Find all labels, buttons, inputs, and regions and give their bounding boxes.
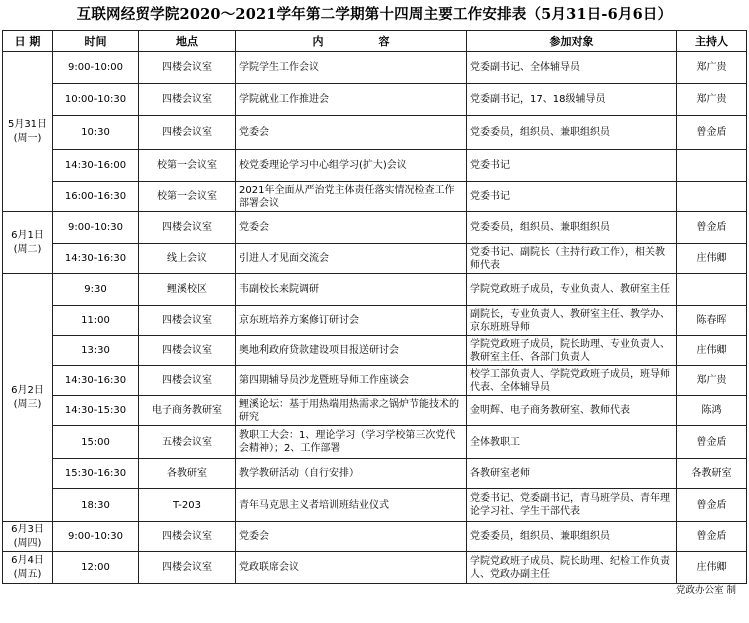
content-cell: 党政联席会议 [236, 552, 467, 584]
host-cell [677, 150, 747, 182]
host-cell: 曾金盾 [677, 489, 747, 522]
table-row [3, 244, 747, 274]
table-row [3, 212, 747, 244]
host-cell: 陈春晖 [677, 306, 747, 336]
weekday-label: (周五) [13, 568, 42, 580]
schedule-body [3, 52, 747, 584]
time-cell: 14:30-15:30 [53, 396, 139, 426]
place-cell: 四楼会议室 [139, 552, 236, 584]
page-title: 互联网经贸学院2020～2021学年第二学期第十四周主要工作安排表（5月31日-6月6日） [76, 6, 673, 23]
host-cell: 各教研室 [677, 459, 747, 489]
table-row [3, 150, 747, 182]
date-label: 6月1日 [11, 229, 44, 241]
content-cell: 校党委理论学习中心组学习(扩大)会议 [236, 150, 467, 182]
time-cell: 14:30-16:30 [53, 366, 139, 396]
table-row [3, 182, 747, 212]
date-cell [3, 522, 53, 552]
place-cell: 各教研室 [139, 459, 236, 489]
header-participants: 参加对象 [467, 31, 677, 52]
place-cell: T-203 [139, 489, 236, 522]
time-cell: 16:00-16:30 [53, 182, 139, 212]
time-cell: 9:00-10:30 [53, 212, 139, 244]
date-label: 6月2日 [11, 384, 44, 396]
host-cell: 庄伟卿 [677, 244, 747, 274]
place-cell: 四楼会议室 [139, 306, 236, 336]
time-cell: 15:30-16:30 [53, 459, 139, 489]
content-cell: 2021年全面从严治党主体责任落实情况检查工作部署会议 [236, 182, 467, 212]
participants-cell: 金明辉、电子商务教研室、教师代表 [467, 396, 677, 426]
date-cell [3, 274, 53, 522]
weekday-label: (周三) [13, 398, 42, 410]
host-cell: 郑广贵 [677, 84, 747, 116]
table-row [3, 84, 747, 116]
time-cell: 11:00 [53, 306, 139, 336]
table-row [3, 52, 747, 84]
table-header-row [3, 31, 747, 52]
date-cell [3, 52, 53, 212]
table-row [3, 336, 747, 366]
host-cell: 郑广贵 [677, 52, 747, 84]
content-cell: 党委会 [236, 116, 467, 150]
content-cell: 奥地利政府贷款建设项目报送研讨会 [236, 336, 467, 366]
participants-cell: 党委副书记、全体辅导员 [467, 52, 677, 84]
host-cell [677, 182, 747, 212]
host-cell: 曾金盾 [677, 212, 747, 244]
place-cell: 四楼会议室 [139, 366, 236, 396]
place-cell: 线上会议 [139, 244, 236, 274]
weekday-label: (周二) [13, 243, 42, 255]
time-cell: 14:30-16:30 [53, 244, 139, 274]
content-cell: 教职工大会：1、理论学习（学习学校第三次党代会精神）；2、工作部署 [236, 426, 467, 459]
header-host: 主持人 [677, 31, 747, 52]
place-cell: 四楼会议室 [139, 522, 236, 552]
date-cell [3, 212, 53, 274]
place-cell: 四楼会议室 [139, 212, 236, 244]
content-cell: 京东班培养方案修订研讨会 [236, 306, 467, 336]
place-cell: 校第一会议室 [139, 150, 236, 182]
participants-cell: 学院党政班子成员，专业负责人、教研室主任 [467, 274, 677, 306]
time-cell: 9:00-10:30 [53, 522, 139, 552]
header-content: 内 容 [236, 31, 467, 52]
table-row [3, 426, 747, 459]
place-cell: 校第一会议室 [139, 182, 236, 212]
time-cell: 12:00 [53, 552, 139, 584]
content-cell: 韦副校长来院调研 [236, 274, 467, 306]
participants-cell: 副院长，专业负责人、教研室主任、教学办、京东班班导师 [467, 306, 677, 336]
place-cell: 鲤溪校区 [139, 274, 236, 306]
time-cell: 10:30 [53, 116, 139, 150]
participants-cell: 党委书记 [467, 150, 677, 182]
time-cell: 9:00-10:00 [53, 52, 139, 84]
participants-cell: 党委书记、党委副书记，青马班学员、青年理论学习社、学生干部代表 [467, 489, 677, 522]
table-row [3, 459, 747, 489]
participants-cell: 党委委员，组织员、兼职组织员 [467, 116, 677, 150]
participants-cell: 校学工部负责人、学院党政班子成员，班导师代表、全体辅导员 [467, 366, 677, 396]
participants-cell: 学院党政班子成员、院长助理、纪检工作负责人、党政办副主任 [467, 552, 677, 584]
place-cell: 四楼会议室 [139, 336, 236, 366]
content-cell: 青年马克思主义者培训班结业仪式 [236, 489, 467, 522]
participants-cell: 党委副书记，17、18级辅导员 [467, 84, 677, 116]
place-cell: 电子商务教研室 [139, 396, 236, 426]
participants-cell: 党委书记 [467, 182, 677, 212]
weekday-label: (周四) [13, 537, 42, 549]
host-cell: 曾金盾 [677, 522, 747, 552]
place-cell: 四楼会议室 [139, 116, 236, 150]
content-cell: 引进人才见面交流会 [236, 244, 467, 274]
table-row [3, 489, 747, 522]
footer-note: 党政办公室 制 [675, 585, 736, 596]
participants-cell: 各教研室老师 [467, 459, 677, 489]
content-cell: 党委会 [236, 212, 467, 244]
time-cell: 13:30 [53, 336, 139, 366]
weekday-label: (周一) [13, 132, 42, 144]
participants-cell: 党委书记、副院长（主持行政工作），相关教师代表 [467, 244, 677, 274]
content-cell: 第四期辅导员沙龙暨班导师工作座谈会 [236, 366, 467, 396]
schedule-table [2, 30, 747, 584]
place-cell: 四楼会议室 [139, 52, 236, 84]
time-cell: 15:00 [53, 426, 139, 459]
participants-cell: 学院党政班子成员，院长助理、专业负责人、教研室主任、各部门负责人 [467, 336, 677, 366]
host-cell: 曾金盾 [677, 426, 747, 459]
table-row [3, 274, 747, 306]
time-cell: 10:00-10:30 [53, 84, 139, 116]
table-row [3, 396, 747, 426]
table-row [3, 116, 747, 150]
content-cell: 学院学生工作会议 [236, 52, 467, 84]
host-cell: 陈鸿 [677, 396, 747, 426]
participants-cell: 全体教职工 [467, 426, 677, 459]
host-cell [677, 274, 747, 306]
participants-cell: 党委委员，组织员、兼职组织员 [467, 522, 677, 552]
time-cell: 18:30 [53, 489, 139, 522]
date-label: 5月31日 [7, 118, 48, 130]
table-row [3, 552, 747, 584]
header-time: 时间 [53, 31, 139, 52]
content-cell: 教学教研活动（自行安排） [236, 459, 467, 489]
content-cell: 鲤溪论坛：基于用热端用热需求之锅炉节能技术的研究 [236, 396, 467, 426]
host-cell: 郑广贵 [677, 366, 747, 396]
host-cell: 庄伟卿 [677, 336, 747, 366]
time-cell: 9:30 [53, 274, 139, 306]
date-label: 6月4日 [11, 554, 44, 566]
content-cell: 党委会 [236, 522, 467, 552]
host-cell: 曾金盾 [677, 116, 747, 150]
table-row [3, 366, 747, 396]
time-cell: 14:30-16:00 [53, 150, 139, 182]
date-cell [3, 552, 53, 584]
content-cell: 学院就业工作推进会 [236, 84, 467, 116]
header-date: 日 期 [3, 31, 53, 52]
header-place: 地点 [139, 31, 236, 52]
place-cell: 四楼会议室 [139, 84, 236, 116]
participants-cell: 党委委员，组织员、兼职组织员 [467, 212, 677, 244]
host-cell: 庄伟卿 [677, 552, 747, 584]
table-row [3, 522, 747, 552]
table-row [3, 306, 747, 336]
place-cell: 五楼会议室 [139, 426, 236, 459]
date-label: 6月3日 [11, 523, 44, 535]
